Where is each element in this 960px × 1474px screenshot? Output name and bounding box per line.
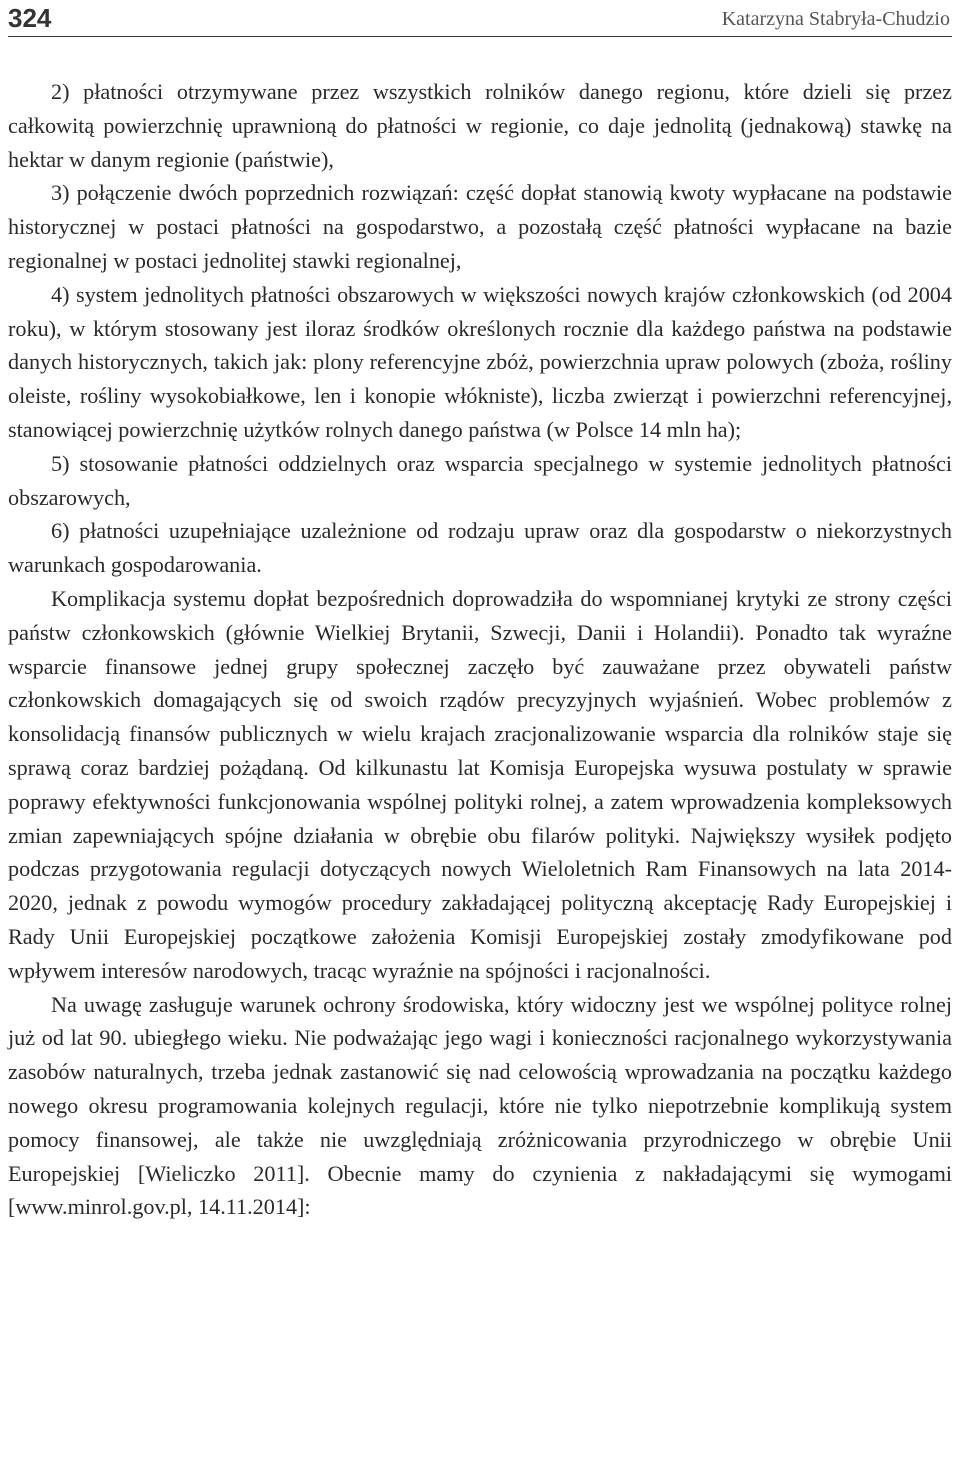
paragraph-item-5: 5) stosowanie płatności oddzielnych oraz wsparcia specjalnego w systemie jednolitych płatności obszarowych, <box>8 450 952 510</box>
page-header <box>8 2 952 37</box>
paragraph-item-3: 3) połączenie dwóch poprzednich rozwiązań: część dopłat stanowią kwoty wypłacane na podstawie historycznej w postaci płatności na gospodarstwo, a pozostałą część płatności wypłacane na bazie regionalnej w postaci jednolitej stawki regionalnej, <box>8 180 952 273</box>
body-text <box>8 75 952 1224</box>
page-number: 324 <box>8 3 52 33</box>
paragraph-environment: Na uwagę zasługuje warunek ochrony środowiska, który widoczny jest we wspólnej polityce rolnej już od lat 90. ubiegłego wieku. Nie podważając jego wagi i konieczności racjonalnego wykorzystywania zasobów naturalnych, trzeba jednak zastanowić się nad celowością wprowadzania na początku każdego nowego okresu programowania kolejnych regulacji, które nie tylko niepotrzebnie komplikują system pomocy finansowej, ale także nie uwzględniają zróżnicowania przyrodniczego w obrębie Unii Europejskiej [Wieliczko 2011]. Obecnie mamy do czynienia z nakładającymi się wymogami [www.minrol.gov.pl, 14.11.2014]: <box>8 991 952 1220</box>
running-head-author: Katarzyna Stabryła-Chudzio <box>721 8 950 30</box>
paragraph-complications: Komplikacja systemu dopłat bezpośrednich doprowadziła do wspomnianej krytyki ze strony części państw członkowskich (głównie Wielkiej Brytanii, Szwecji, Danii i Holandii). Ponadto tak wyraźne wsparcie finansowe jednej grupy społecznej zaczęło być zauważane przez obywateli państw członkowskich domagających się od swoich rządów precyzyjnych wyjaśnień. Wobec problemów z konsolidacją finansów publicznych w wielu krajach zracjonalizowanie wsparcia dla rolników staje się sprawą coraz bardziej pożądaną. Od kilkunastu lat Komisja Europejska wysuwa postulaty w sprawie poprawy efektywności funkcjonowania wspólnej polityki rolnej, a zatem wprowadzenia kompleksowych zmian zapewniających spójne działania w obrębie obu filarów polityki. Największy wysiłek podjęto podczas przygotowania regulacji dotyczących nowych Wieloletnich Ram Finansowych na lata 2014-2020, jednak z powodu wymogów procedury zakładającej polityczną akceptację Rady Europejskiej i Rady Unii Europejskiej początkowe założenia Komisji Europejskiej zostały zmodyfikowane pod wpływem interesów narodowych, tracąc wyraźnie na spójności i racjonalności. <box>8 585 952 983</box>
paragraph-item-2: 2) płatności otrzymywane przez wszystkich rolników danego regionu, które dzieli się przez całkowitą powierzchnię uprawnioną do płatności w regionie, co daje jednolitą (jednakową) stawkę na hektar w danym regionie (państwie), <box>8 79 952 172</box>
paragraph-item-4: 4) system jednolitych płatności obszarowych w większości nowych krajów członkowskich (od 2004 roku), w którym stosowany jest iloraz środków określonych rocznie dla każdego państwa na podstawie danych historycznych, takich jak: plony referencyjne zbóż, powierzchnia upraw polowych (zboża, rośliny oleiste, rośliny wysokobiałkowe, len i konopie włókniste), liczba zwierząt i powierzchni referencyjnej, stanowiącej powierzchnię użytków rolnych danego państwa (w Polsce 14 mln ha); <box>8 281 952 442</box>
paragraph-item-6: 6) płatności uzupełniające uzależnione od rodzaju upraw oraz dla gospodarstw o niekorzystnych warunkach gospodarowania. <box>8 518 952 578</box>
